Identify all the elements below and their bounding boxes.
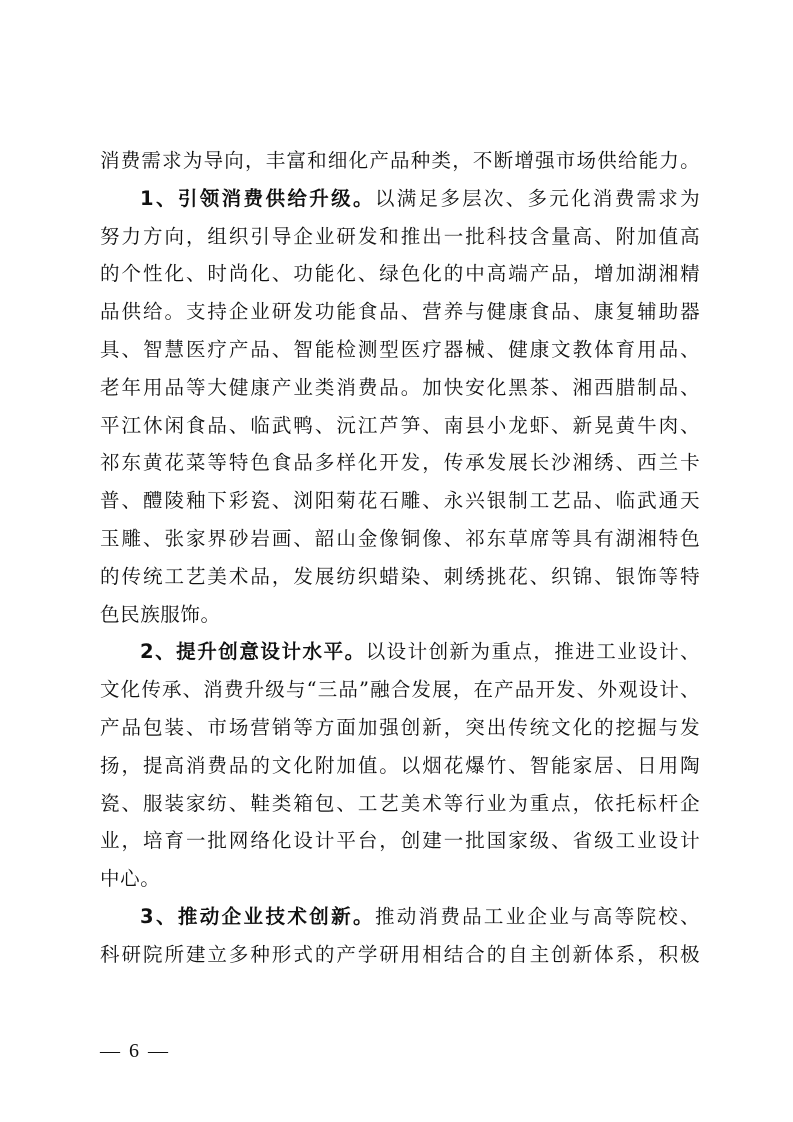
section-1-first-line (100, 180, 700, 218)
section-heading: 2、提升创意设计水平。 (140, 640, 366, 664)
paragraph-text: 以设计创新为重点，推进工业设计、 (365, 640, 700, 664)
section-2-first-line (100, 633, 700, 671)
paragraph-line: 努力方向，组织引导企业研发和推出一批科技含量高、附加值高 (100, 224, 700, 248)
body-text (100, 142, 700, 974)
paragraph-line: 具、智慧医疗产品、智能检测型医疗器械、健康文教体育用品、 (100, 337, 700, 361)
section-heading: 1、引领消费供给升级。 (140, 186, 375, 210)
paragraph-text: 以满足多层次、多元化消费需求为 (374, 186, 700, 210)
paragraph-line: 业，培育一批网络化设计平台，创建一批国家级、省级工业设计 (100, 829, 700, 853)
paragraph-line: 的传统工艺美术品，发展纺织蜡染、刺绣挑花、织锦、银饰等特 (100, 564, 700, 588)
paragraph-line: 色民族服饰。 (100, 602, 221, 626)
paragraph-line: 科研院所建立多种形式的产学研用相结合的自主创新体系，积极 (100, 942, 700, 966)
section-3-first-line (100, 898, 700, 936)
paragraph-line: 老年用品等大健康产业类消费品。加快安化黑茶、湘西腊制品、 (100, 375, 700, 399)
paragraph-line: 的个性化、时尚化、功能化、绿色化的中高端产品，增加湖湘精 (100, 262, 700, 286)
section-heading: 3、推动企业技术创新。 (140, 904, 375, 928)
paragraph-line: 祁东黄花菜等特色食品多样化开发，传承发展长沙湘绣、西兰卡 (100, 451, 700, 475)
paragraph-line: 消费需求为导向，丰富和细化产品种类，不断增强市场供给能力。 (100, 149, 700, 172)
paragraph-line: 文化传承、消费升级与“三品”融合发展，在产品开发、外观设计、 (100, 678, 700, 702)
paragraph-text: 推动消费品工业企业与高等院校、 (374, 904, 700, 928)
paragraph-line: 品供给。支持企业研发功能食品、营养与健康食品、康复辅助器 (100, 300, 700, 324)
paragraph-line: 普、醴陵釉下彩瓷、浏阳菊花石雕、永兴银制工艺品、临武通天 (100, 489, 700, 513)
page-number: — 6 — (100, 1040, 170, 1062)
paragraph-line: 产品包装、市场营销等方面加强创新，突出传统文化的挖掘与发 (100, 715, 700, 739)
paragraph-line: 平江休闲食品、临武鸭、沅江芦笋、南县小龙虾、新晃黄牛肉、 (100, 413, 700, 437)
paragraph-line: 扬，提高消费品的文化附加值。以烟花爆竹、智能家居、日用陶 (100, 753, 700, 777)
paragraph-line: 玉雕、张家界砂岩画、韶山金像铜像、祁东草席等具有湖湘特色 (100, 526, 700, 550)
paragraph-line: 中心。 (100, 867, 161, 891)
paragraph-line: 瓷、服装家纺、鞋类箱包、工艺美术等行业为重点，依托标杆企 (100, 791, 700, 815)
